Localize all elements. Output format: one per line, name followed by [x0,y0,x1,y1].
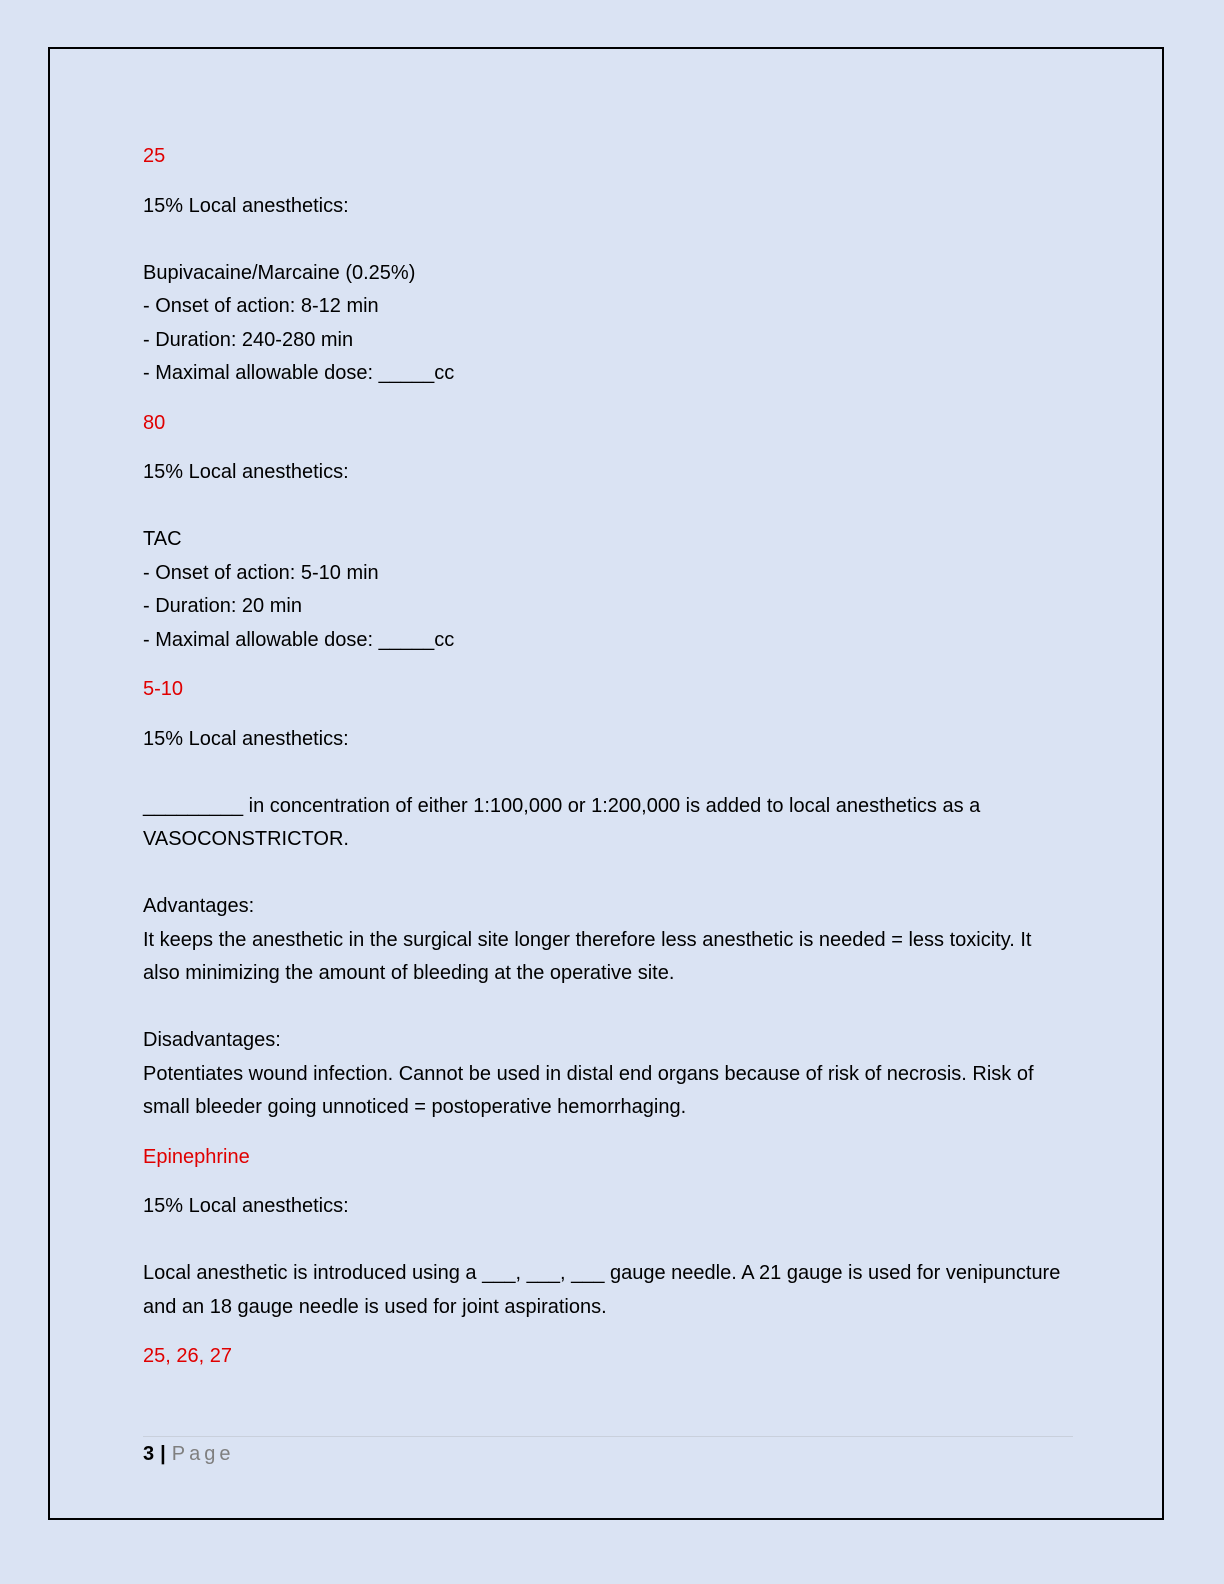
answer-text: 25 [143,145,166,167]
page-number: 3 [143,1443,155,1465]
disadvantages-heading: Disadvantages: [143,1029,281,1051]
question-line: - Duration: 240-280 min [143,328,354,351]
advantages-heading: Advantages: [143,895,255,917]
document-content [143,140,1073,1390]
answer-text: Epinephrine [143,1145,250,1168]
question-header: 15% Local anesthetics: [143,194,349,217]
question-line: - Onset of action: 5-10 min [143,561,379,584]
spacer [143,1224,1073,1258]
question-header: 15% Local anesthetics: [143,461,349,483]
disadvantages-text: Potentiates wound infection. Cannot be used in distal end organs because of risk of necrosis. Risk of small bleeder going unnoticed = postoperative hemorrhaging. [143,1062,1034,1118]
question-line: - Duration: 20 min [143,595,302,617]
page-footer [143,1440,234,1468]
advantages-text: It keeps the anesthetic in the surgical site longer therefore less anesthetic is needed = less toxicity. It also minimizing the amount of bleeding at the operative site. [143,928,1032,984]
question-paragraph: _________ in concentration of either 1:100,000 or 1:200,000 is added to local anesthetics as a VASOCONSTRICTOR. [143,794,981,850]
flashcard-question [143,456,1073,657]
question-line: - Onset of action: 8-12 min [143,295,379,317]
flashcard-question [143,190,1073,391]
flashcard-question [143,723,1073,1125]
question-header: 15% Local anesthetics: [143,727,349,750]
answer-text: 80 [143,411,166,434]
answer-text: 25, 26, 27 [143,1345,232,1367]
question-line: TAC [143,528,182,550]
flashcard-question [143,1190,1073,1324]
spacer [143,223,1073,257]
question-line: - Maximal allowable dose: _____cc [143,362,455,384]
question-paragraph: Local anesthetic is introduced using a ___, ___, ___ gauge needle. A 21 gauge is used for venipuncture and an 18 gauge needle is used for joint aspirations. [143,1262,1061,1318]
spacer [143,857,1073,891]
page-label: Page [171,1443,235,1465]
answer-text: 5-10 [143,678,184,700]
question-line: Bupivacaine/Marcaine (0.25%) [143,261,416,284]
question-line: - Maximal allowable dose: _____cc [143,628,455,651]
footer-divider [143,1436,1073,1437]
spacer [143,756,1073,790]
spacer [143,490,1073,524]
question-header: 15% Local anesthetics: [143,1195,349,1217]
spacer [143,991,1073,1025]
footer-separator: | [160,1443,166,1465]
